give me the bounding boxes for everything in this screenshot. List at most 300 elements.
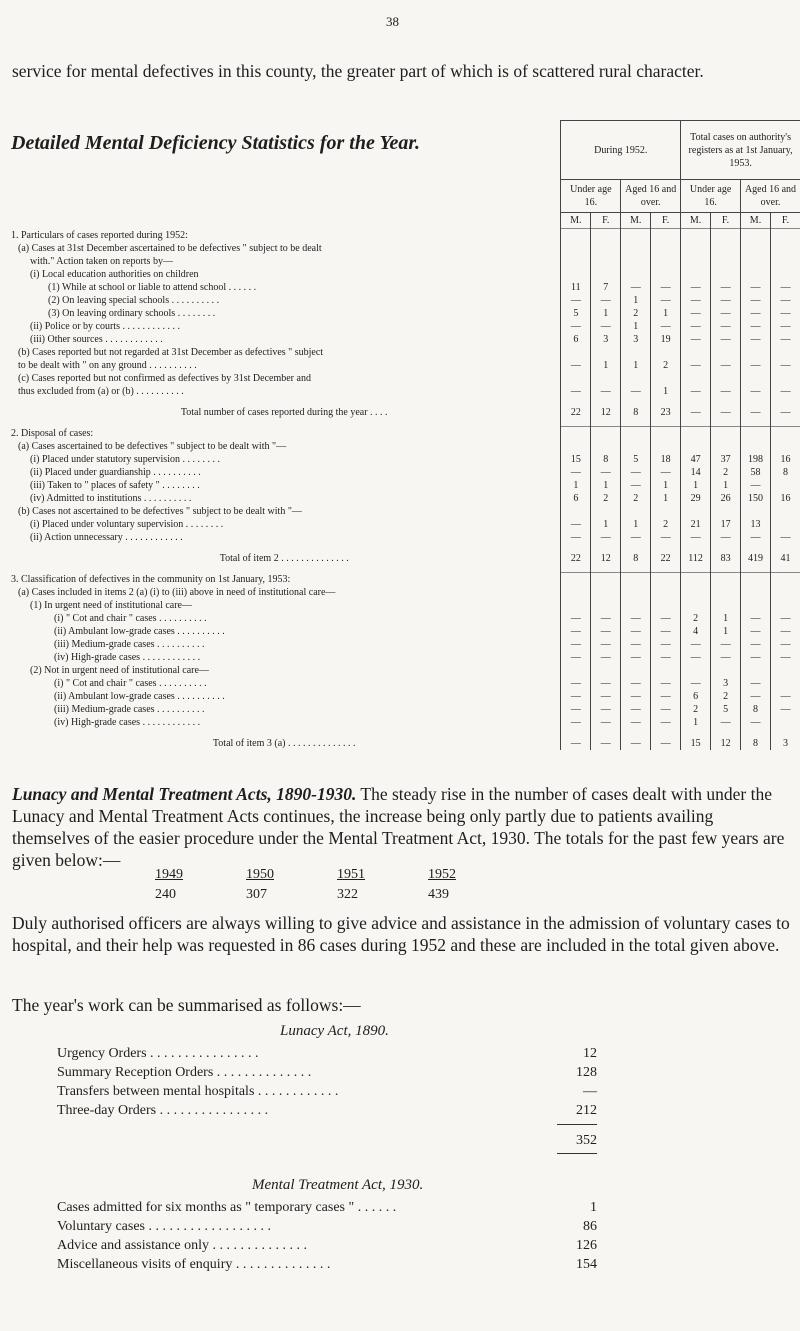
total-rule [557,1124,597,1125]
table-cell [561,440,591,453]
table-cell: 8 [621,552,651,565]
table-cell: — [711,307,741,320]
table-cell [561,372,591,385]
table-cell [741,664,771,677]
table-cell: — [681,294,711,307]
table-row [8,479,800,492]
row-label: (iv) Admitted to institutions . . . . . . . . . . [30,492,192,504]
list-item-label: Advice and assistance only . . . . . . . . . . . . . . [57,1238,308,1253]
table-cell: 8 [741,737,771,750]
table-cell [711,346,741,359]
table-cell [651,419,681,427]
table-cell [770,586,800,599]
table-cell [591,729,621,737]
header-during-1952: During 1952. [561,121,681,180]
list-item-value: 126 [576,1238,597,1253]
table-cell: — [561,703,591,716]
table-cell [770,664,800,677]
table-cell: — [621,737,651,750]
list-item-value: 154 [576,1257,597,1272]
table-cell: 12 [591,552,621,565]
table-cell: — [651,281,681,294]
table-cell [770,419,800,427]
table-cell [591,565,621,573]
table-cell [741,440,771,453]
table-cell [591,372,621,385]
table-cell: — [621,690,651,703]
row-label: (i) Placed under voluntary supervision . . . . . . . . [30,518,224,530]
table-cell: — [770,294,800,307]
table-cell [770,565,800,573]
table-cell [681,242,711,255]
table-cell: — [561,359,591,372]
list-item-label: Miscellaneous visits of enquiry . . . . . . . . . . . . . . [57,1257,331,1272]
table-cell: — [770,359,800,372]
table-cell: 7 [591,281,621,294]
table-cell: 21 [681,518,711,531]
table-cell [711,573,741,586]
table-cell [741,229,771,242]
table-cell [591,268,621,281]
table-cell: 15 [681,737,711,750]
table-cell: — [561,638,591,651]
table-row [8,333,800,346]
table-cell [561,505,591,518]
table-cell: — [591,294,621,307]
mental-deficiency-statistics-table [8,120,800,750]
table-cell: — [741,406,771,419]
table-cell: 1 [591,518,621,531]
table-cell: 1 [651,385,681,398]
table-row [8,638,800,651]
table-cell [741,427,771,440]
row-label: (i) Local education authorities on children [30,268,199,280]
table-cell: 8 [591,453,621,466]
table-cell [711,229,741,242]
table-cell [681,419,711,427]
table-cell: — [651,638,681,651]
table-cell [621,372,651,385]
table-cell: 47 [681,453,711,466]
total-rule [557,1153,597,1154]
table-row [8,255,800,268]
table-cell: — [591,690,621,703]
table-cell: 1 [651,492,681,505]
table-cell [651,440,681,453]
table-cell: — [741,612,771,625]
table-cell: — [621,531,651,544]
table-cell: 8 [770,466,800,479]
table-cell: — [681,281,711,294]
table-cell [681,505,711,518]
table-cell: — [741,625,771,638]
table-cell: — [741,294,771,307]
table-cell [591,229,621,242]
table-cell [651,599,681,612]
table-cell: — [770,703,800,716]
table-cell [591,505,621,518]
table-cell: 23 [651,406,681,419]
table-cell: — [561,531,591,544]
table-cell [681,398,711,406]
row-label [8,398,561,406]
table-cell: — [741,307,771,320]
table-cell: — [741,359,771,372]
header-sex: M. [741,213,771,229]
table-cell [621,268,651,281]
table-cell: 29 [681,492,711,505]
table-cell [621,729,651,737]
table-cell [681,599,711,612]
row-label: (ii) Ambulant low-grade cases . . . . . . . . . . [54,690,225,702]
table-cell [770,268,800,281]
table-cell: 2 [681,612,711,625]
table-row [8,268,800,281]
table-cell: — [621,677,651,690]
table-cell: 2 [621,307,651,320]
table-cell: — [681,320,711,333]
table-cell: 12 [711,737,741,750]
table-cell [651,729,681,737]
table-cell: 2 [681,703,711,716]
table-row [8,242,800,255]
table-cell: 22 [651,552,681,565]
row-label: Total of item 3 (a) . . . . . . . . . . . . . . [212,737,356,749]
table-cell: 1 [621,359,651,372]
table-cell [561,664,591,677]
table-cell [651,346,681,359]
list-item [57,1236,597,1255]
header-age-group: Under age 16. [681,180,741,213]
row-label: (i) Placed under statutory supervision . . . . . . . . [30,453,220,465]
table-cell: — [621,466,651,479]
table-cell: — [681,333,711,346]
table-cell [591,398,621,406]
table-cell: — [621,716,651,729]
table-cell [770,716,800,729]
header-sex: F. [591,213,621,229]
header-sex: F. [651,213,681,229]
table-cell [741,729,771,737]
table-cell [711,565,741,573]
table-cell [621,419,651,427]
years-totals [155,887,519,903]
table-cell [621,398,651,406]
list-item-value: 12 [583,1046,597,1061]
table-cell: 1 [711,479,741,492]
table-row [8,544,800,552]
table-cell [770,346,800,359]
lunacy-act-heading: Lunacy Act, 1890. [280,1023,389,1039]
table-cell [741,586,771,599]
table-cell: 2 [711,690,741,703]
table-cell: 6 [561,333,591,346]
table-cell [561,255,591,268]
table-row [8,281,800,294]
table-cell: — [621,625,651,638]
row-label: (i) " Cot and chair " cases . . . . . . . . . . [54,677,207,689]
table-cell [651,505,681,518]
table-cell [591,440,621,453]
year-total: 439 [428,887,449,902]
table-cell: — [681,531,711,544]
table-cell [651,255,681,268]
table-cell: 5 [621,453,651,466]
table-cell: 5 [711,703,741,716]
table-cell: 8 [741,703,771,716]
table-cell [681,440,711,453]
table-cell [591,586,621,599]
table-cell [651,242,681,255]
table-cell [591,419,621,427]
table-cell: — [651,737,681,750]
table-cell: 1 [651,307,681,320]
table-cell [621,242,651,255]
table-cell: — [770,625,800,638]
table-cell [741,268,771,281]
table-row [8,716,800,729]
year-label: 1952 [428,867,456,882]
mental-act-heading: Mental Treatment Act, 1930. [252,1177,424,1193]
table-cell: — [651,612,681,625]
table-cell: 2 [651,359,681,372]
table-cell: — [591,703,621,716]
year-label: 1950 [246,867,274,882]
table-cell: — [770,531,800,544]
table-cell [561,229,591,242]
table-cell: 150 [741,492,771,505]
row-label [8,544,561,552]
table-cell: — [561,518,591,531]
table-cell: 14 [681,466,711,479]
officers-paragraph: Duly authorised officers are always willing to give advice and assistance in the admission of voluntary cases to hospital, and their help was requested in 86 cases during 1952 and these are included in the total given above. [12,913,790,955]
table-cell [621,664,651,677]
table-cell [591,599,621,612]
table-cell [591,664,621,677]
table-cell [681,573,711,586]
row-label [8,565,561,573]
table-cell [561,573,591,586]
table-cell: 58 [741,466,771,479]
table-cell [621,565,651,573]
table-cell [591,242,621,255]
table-cell: — [711,716,741,729]
row-label: 2. Disposal of cases: [11,427,94,439]
table-cell: 37 [711,453,741,466]
row-label: (ii) Police or by courts . . . . . . . . . . . . [30,320,180,332]
table-cell: — [711,320,741,333]
table-cell: — [591,625,621,638]
row-label: (2) Not in urgent need of institutional care— [30,664,209,676]
header-age-group: Aged 16 and over. [621,180,681,213]
table-cell: 6 [681,690,711,703]
table-cell [741,398,771,406]
table-row [8,359,800,372]
table-cell [711,544,741,552]
table-cell: 2 [651,518,681,531]
table-row [8,651,800,664]
table-cell [770,518,800,531]
table-row [8,586,800,599]
table-cell [651,229,681,242]
table-cell [711,427,741,440]
row-label: (1) In urgent need of institutional care— [30,599,192,611]
table-cell: 1 [681,716,711,729]
table-cell: — [591,612,621,625]
table-cell: — [741,638,771,651]
table-row [8,690,800,703]
table-cell: — [561,651,591,664]
table-cell: — [651,677,681,690]
list-item-value: 212 [576,1103,597,1118]
table-cell: 1 [621,294,651,307]
table-cell: — [681,651,711,664]
table-cell: — [651,320,681,333]
table-cell [741,242,771,255]
table-row [8,612,800,625]
table-cell: — [681,359,711,372]
table-row [8,294,800,307]
table-row [8,625,800,638]
summary-intro: The year's work can be summarised as follows:— [12,995,361,1015]
table-cell: — [741,281,771,294]
table-cell [681,229,711,242]
table-cell [561,242,591,255]
table-cell: — [711,651,741,664]
table-cell: — [741,385,771,398]
table-cell [651,398,681,406]
table-cell [561,427,591,440]
table-cell: — [681,406,711,419]
table-cell: 13 [741,518,771,531]
year-label: 1951 [337,867,365,882]
list-item-value: — [583,1084,597,1099]
table-row [8,573,800,586]
table-cell: — [681,385,711,398]
table-cell [561,268,591,281]
table-cell: — [651,531,681,544]
table-cell [681,664,711,677]
header-sex: F. [770,213,800,229]
table-row [8,307,800,320]
table-row [8,703,800,716]
table-cell: — [591,638,621,651]
table-row [8,406,800,419]
table-cell: — [741,716,771,729]
table-cell: — [591,531,621,544]
list-item-label: Cases admitted for six months as " temporary cases " . . . . . . [57,1200,397,1215]
table-cell [591,427,621,440]
table-cell: — [591,385,621,398]
table-cell: 112 [681,552,711,565]
table-cell [681,565,711,573]
mental-act-list [57,1198,597,1274]
table-cell: 1 [561,479,591,492]
table-cell [561,398,591,406]
table-cell [681,586,711,599]
table-cell [741,544,771,552]
table-cell [711,242,741,255]
table-cell [770,573,800,586]
table-cell [741,419,771,427]
table-cell [741,599,771,612]
row-label: (1) While at school or liable to attend school . . . . . . [48,281,257,293]
year-label: 1949 [155,867,183,882]
table-cell: — [591,677,621,690]
table-cell [621,544,651,552]
table-cell: — [770,281,800,294]
table-cell [621,586,651,599]
table-cell: — [561,294,591,307]
header-age-group: Under age 16. [561,180,621,213]
table-title-cell [8,121,561,229]
list-item-value: 86 [583,1219,597,1234]
table-cell [681,346,711,359]
table-cell: 1 [591,359,621,372]
table-cell: — [591,651,621,664]
list-item [57,1082,597,1101]
table-row [8,737,800,750]
table-cell: — [711,638,741,651]
year-total: 322 [337,887,358,902]
row-label: to be dealt with " on any ground . . . . . . . . . . [18,359,197,371]
row-label: (3) On leaving ordinary schools . . . . . . . . [48,307,216,319]
table-cell: 1 [711,612,741,625]
table-cell: 4 [681,625,711,638]
table-cell: 12 [591,406,621,419]
row-label: (a) Cases included in items 2 (a) (i) to (iii) above in need of institutional care— [18,586,336,598]
row-label [8,729,561,737]
table-cell: — [561,625,591,638]
table-cell: — [651,703,681,716]
table-cell: — [711,333,741,346]
lunacy-total: 352 [576,1133,597,1148]
table-cell [741,573,771,586]
table-row [8,729,800,737]
list-item [57,1255,597,1274]
row-label: (iv) High-grade cases . . . . . . . . . . . . [54,651,201,663]
table-cell: — [591,737,621,750]
row-label: Total of item 2 . . . . . . . . . . . . . . [219,552,349,564]
table-cell [711,398,741,406]
section-title: Detailed Mental Deficiency Statistics for the Year. [11,131,421,154]
table-cell [770,677,800,690]
table-cell: — [711,294,741,307]
table-cell [770,505,800,518]
table-cell: — [651,690,681,703]
table-cell: — [561,677,591,690]
table-cell [591,573,621,586]
table-cell [770,242,800,255]
row-label: (iv) High-grade cases . . . . . . . . . . . . [54,716,201,728]
header-age-group: Aged 16 and over. [741,180,800,213]
table-cell: — [561,385,591,398]
table-row [8,492,800,505]
year-total: 240 [155,887,176,902]
table-cell [770,544,800,552]
table-cell [621,599,651,612]
table-cell: — [561,612,591,625]
table-cell: — [561,690,591,703]
table-cell [770,398,800,406]
year-total: 307 [246,887,267,902]
table-row [8,398,800,406]
table-cell: — [621,479,651,492]
table-cell [741,565,771,573]
table-cell: 5 [561,307,591,320]
page-number: 38 [386,14,399,29]
table-cell: 3 [621,333,651,346]
